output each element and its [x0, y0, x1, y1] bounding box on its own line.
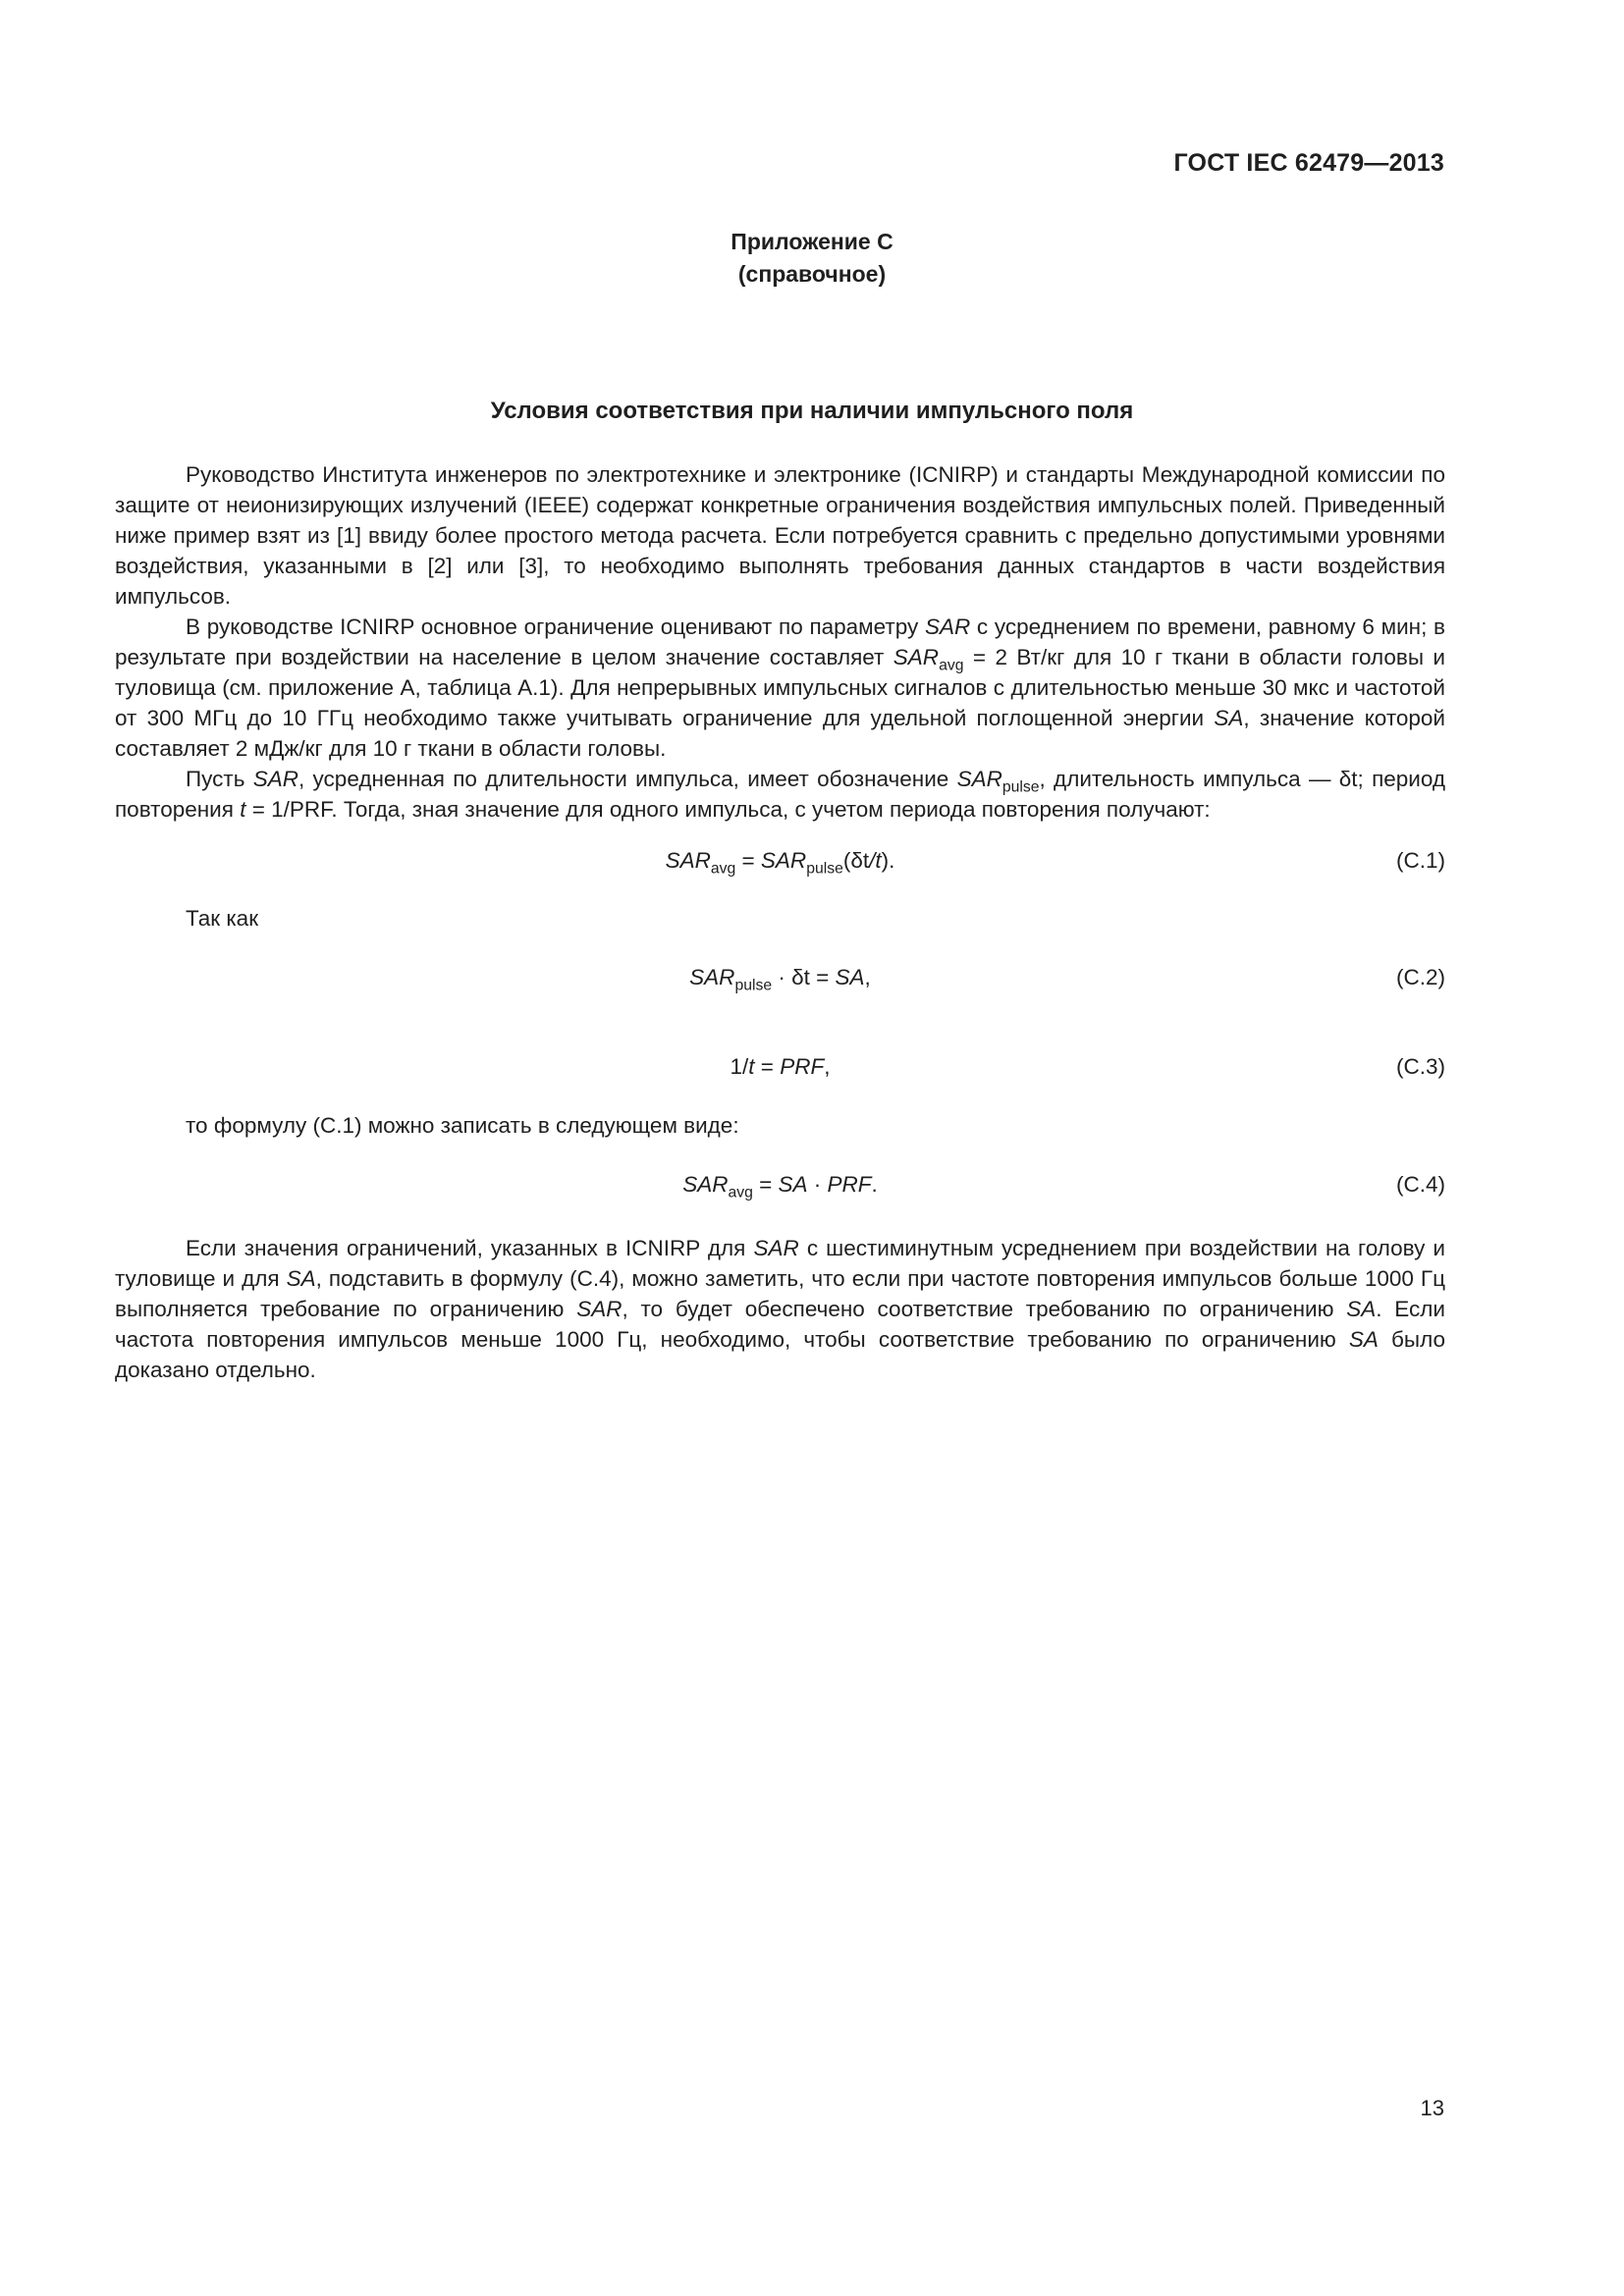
appendix-subtitle: (справочное) [737, 261, 887, 287]
formula-c3-expression: 1/t = PRF, [730, 1054, 831, 1079]
paragraph-intro: Руководство Института инженеров по электротехнике и электронике (ICNIRP) и стандарты Международной комиссии по защите от неионизирующих излучений (IEEE) содержат конкретные ограничения воздействия импульсных полей. Приведенный ниже пример взят из [1] ввиду более простого метода расчета. Если потребуется сравнить с предельно допустимыми уровнями воздействия, указанными в [2] или [3], то необходимо выполнять требования данных стандартов в части воздействия импульсов. [115, 462, 1445, 609]
formula-c2 [115, 962, 1445, 992]
document-standard-id: ГОСТ IEC 62479—2013 [1173, 149, 1444, 177]
paragraph-since: Так как [186, 906, 259, 931]
formula-c4-number: (С.4) [1396, 1172, 1445, 1197]
paragraph-pulse-definition: Пусть SAR, усредненная по длительности импульса, имеет обозначение $SAR_{pulse}$, длительность импульса — δt; период повторения t = 1/PRF. Тогда, зная значение для одного импульса, с учетом периода повторения получают: [115, 767, 1446, 822]
paragraph-conclusion: Если значения ограничений, указанных в ICNIRP для SAR с шестиминутным усреднением при воздействии на голову и туловище и для SA, подставить в формулу (С.4), можно заметить, что если при частоте повторения импульсов больше 1000 Гц выполняется требование по ограничению SAR, то будет обеспечено соответствие требованию по ограничению SA. Если частота повторения импульсов меньше 1000 Гц, необходимо, чтобы соответствие требованию по ограничению SA было доказано отдельно. [115, 1236, 1446, 1382]
formula-c1-number: (С.1) [1396, 848, 1445, 873]
appendix-title: Приложение С [731, 229, 893, 254]
formula-c1-expression: $SAR_{avg} = SAR_{pulse}(\delta t/t)$. [665, 848, 895, 878]
formula-c1 [115, 845, 1445, 876]
formula-c4-expression: $SAR_{avg}$ = SA · PRF. [682, 1172, 878, 1201]
paragraph-icnirp-restriction: В руководстве ICNIRP основное ограничение оценивают по параметру SAR с усреднением по времени, равному 6 мин; в результате при воздействии на население в целом значение составляет $SAR_{avg} = 2$ Вт/кг для 10 г ткани в области головы и туловища (см. приложение А, таблица А.1). Для непрерывных импульсных сигналов с длительностью меньше 30 мкс и частотой от 300 МГц до 10 ГГц необходимо также учитывать ограничение для удельной поглощенной энергии SA, значение которой составляет 2 мДж/кг для 10 г ткани в области головы. [115, 614, 1445, 761]
paragraph-then: то формулу (С.1) можно записать в следующем виде: [186, 1113, 739, 1138]
appendix-heading [0, 226, 1624, 291]
formula-c4 [115, 1169, 1445, 1200]
formula-c2-number: (С.2) [1396, 965, 1445, 989]
document-body [115, 459, 1445, 1385]
formula-c2-expression: $SAR_{pulse} \cdot \delta t$ = SA, [689, 965, 871, 994]
page-number: 13 [1420, 2096, 1444, 2120]
formula-c3 [115, 1051, 1445, 1082]
formula-c3-number: (С.3) [1396, 1054, 1445, 1079]
section-title: Условия соответствия при наличии импульсного поля [490, 398, 1134, 424]
